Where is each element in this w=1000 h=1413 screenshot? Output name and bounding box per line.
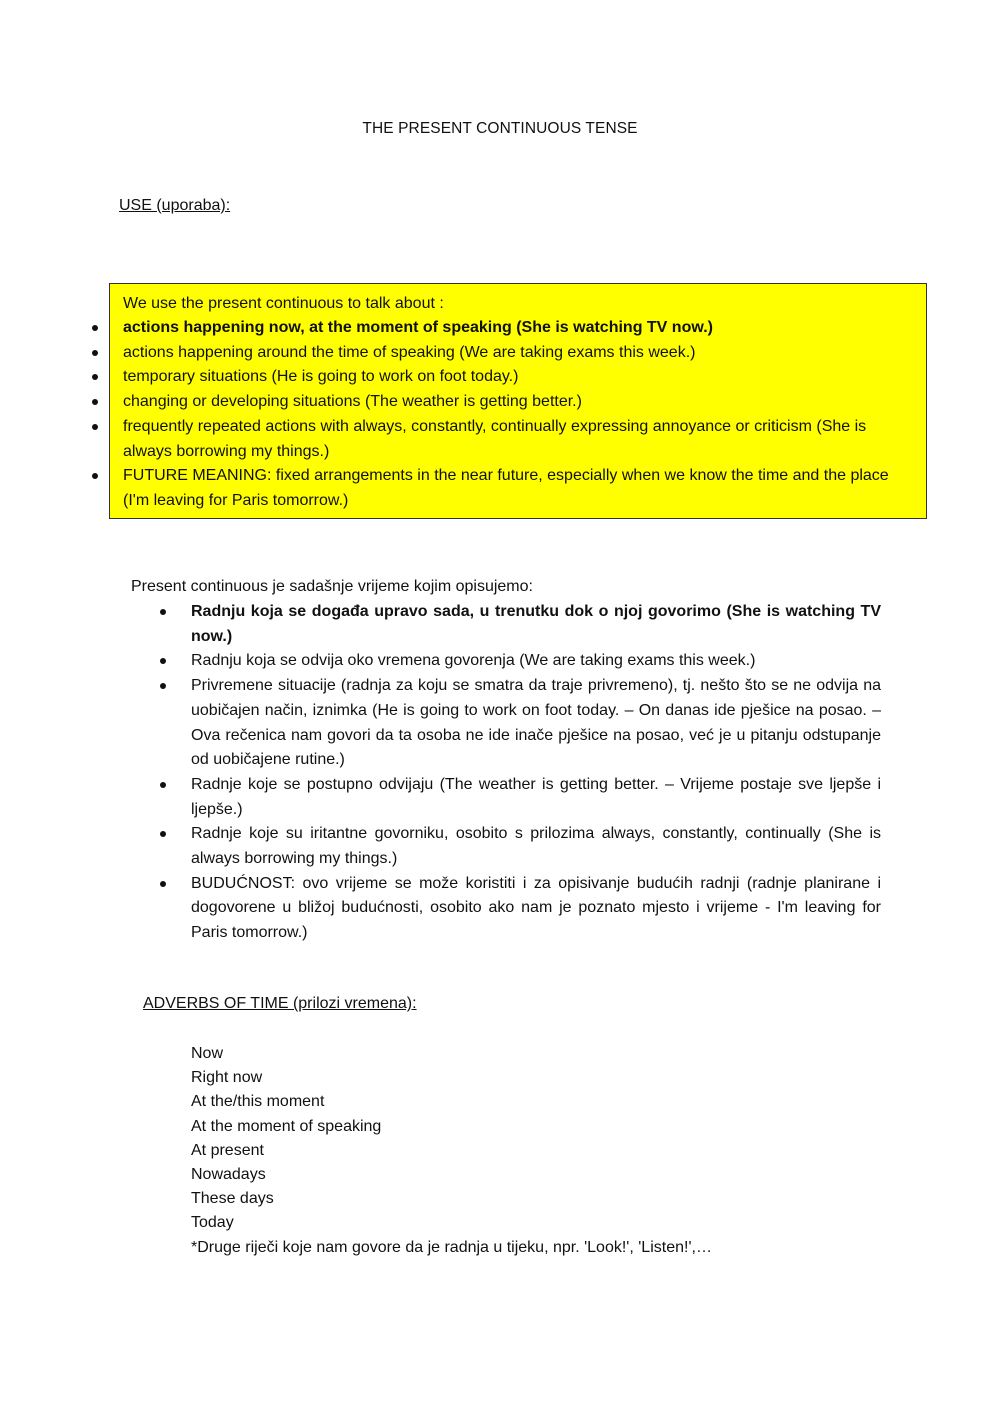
bullet-icon [92,325,98,331]
list-item-text: Radnje koje se postupno odvijaju (The weather is getting better. – Vrijeme postaje sve ljepše i ljepše.) [191,775,881,818]
adverb-item: Now [191,1045,224,1062]
croatian-intro: Present continuous je sadašnje vrijeme kojim opisujemo: [131,578,533,595]
english-box-intro: We use the present continuous to talk about : [123,295,444,312]
adverb-note: *Druge riječi koje nam govore da je radnja u tijeku, npr. 'Look!', 'Listen!',… [191,1238,712,1256]
adverbs-list [191,1042,712,1260]
adverb-item: Nowadays [191,1166,266,1184]
adverb-item: At the moment of speaking [191,1117,382,1135]
english-usage-box [109,283,927,519]
croatian-usage-list [191,600,881,946]
list-item [123,365,914,390]
list-item [123,464,914,513]
bullet-icon [160,658,166,664]
bullet-icon [92,350,98,356]
adverbs-heading: ADVERBS OF TIME (prilozi vremena): [143,995,417,1012]
list-item-text: FUTURE MEANING: fixed arrangements in the near future, especially when we know the time and the place (I'm leaving for Paris tomorrow.) [123,467,889,509]
list-item-text: Radnju koja se odvija oko vremena govorenja (We are taking exams this week.) [191,652,756,670]
list-item-text: Radnju koja se događa upravo sada, u trenutku dok o njoj govorimo (She is watching TV now.) [191,603,881,645]
list-item-text: BUDUĆNOST: ovo vrijeme se može koristiti i za opisivanje budućih radnji (radnje planirane i dogovorene u bližoj budućnosti, osobito ako nam je poznato mjesto i vrijeme - I'm leaving for Paris tomorrow.) [191,874,881,942]
english-usage-list [123,316,914,514]
bullet-icon [160,683,166,689]
list-item [191,600,881,649]
bullet-icon [92,424,98,430]
list-item-text: actions happening around the time of speaking (We are taking exams this week.) [123,343,696,361]
list-item [191,674,881,773]
list-item [191,649,881,674]
list-item [191,773,881,822]
adverb-item: Today [191,1214,234,1232]
list-item [191,822,881,871]
list-item [191,872,881,946]
adverb-item: Right now [191,1069,263,1087]
page-title: THE PRESENT CONTINUOUS TENSE [362,120,638,137]
list-item [123,390,914,415]
adverb-item: These days [191,1190,274,1208]
bullet-icon [92,473,98,479]
list-item [123,415,914,464]
list-item-text: actions happening now, at the moment of speaking (She is watching TV now.) [123,319,713,336]
list-item-text: Radnje koje su iritantne govorniku, osobito s prilozima always, constantly, continually (She is always borrowing my things.) [191,825,881,868]
bullet-icon [160,609,166,615]
bullet-icon [160,881,166,887]
list-item-text: changing or developing situations (The weather is getting better.) [123,393,582,411]
bullet-icon [160,782,166,788]
list-item [123,316,914,341]
list-item [123,341,914,366]
bullet-icon [160,831,166,837]
adverb-item: At the/this moment [191,1093,325,1111]
bullet-icon [92,374,98,380]
bullet-icon [92,399,98,405]
use-heading: USE (uporaba): [119,197,231,214]
list-item-text: Privremene situacije (radnja za koju se smatra da traje privremeno), tj. nešto što se ne odvija na uobičajen način, iznimka (He is going to work on foot today. – On danas ide pješice na posao. – Ova rečenica nam govori da ta osoba ne ide inače pješice na posao, već je u pitanju odstupanje od uobičajene rutine.) [191,677,881,769]
list-item-text: temporary situations (He is going to work on foot today.) [123,368,519,386]
adverb-item: At present [191,1141,264,1159]
list-item-text: frequently repeated actions with always, constantly, continually expressing annoyance or criticism (She is always borrowing my things.) [123,417,867,460]
